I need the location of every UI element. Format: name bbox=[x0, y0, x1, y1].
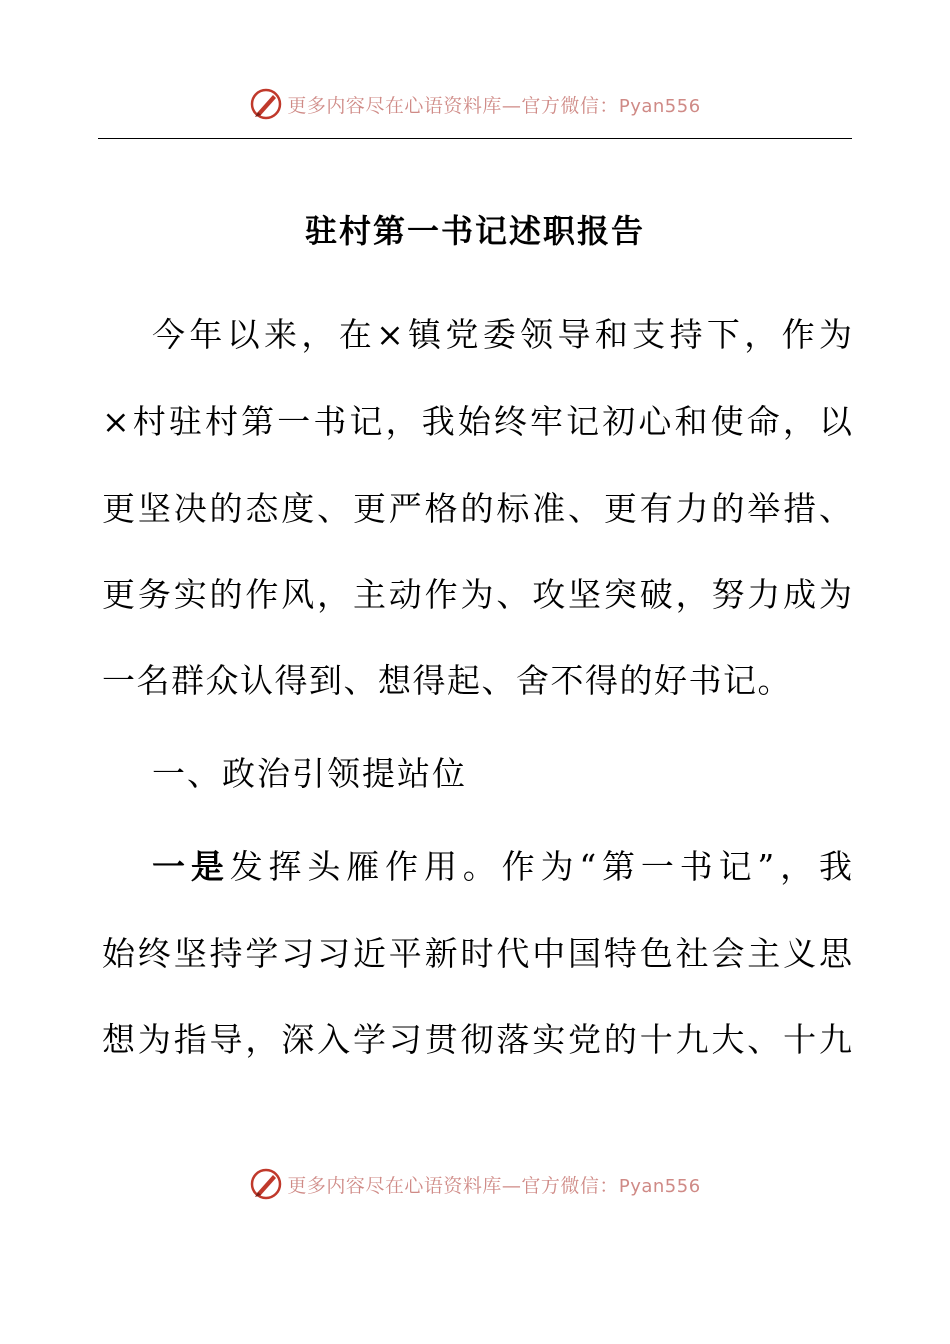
document-title: 驻村第一书记述职报告 bbox=[304, 212, 645, 250]
banner-slogan: 更多内容尽在心语资料库 bbox=[287, 94, 502, 117]
banner-slogan: 更多内容尽在心语资料库 bbox=[287, 1174, 502, 1197]
paragraph-line: 今年以来，在×镇党委领导和支持下，作为 bbox=[152, 315, 852, 354]
paragraph-line: 始终坚持学习习近平新时代中国特色社会主义思 bbox=[102, 934, 852, 973]
banner-wechat-label: 官方微信： bbox=[521, 94, 619, 117]
banner-wechat-id: Pyan556 bbox=[618, 1175, 701, 1197]
banner-dash: — bbox=[501, 94, 522, 117]
banner-text bbox=[287, 91, 700, 118]
paragraph-line: 更务实的作风，主动作为、攻坚突破，努力成为 bbox=[102, 575, 852, 614]
paragraph-text: 发挥头雁作用。作为“第一书记”，我 bbox=[229, 847, 852, 886]
paragraph-line: 一名群众认得到、想得起、舍不得的好书记。 bbox=[102, 661, 792, 700]
footer-banner bbox=[0, 1164, 950, 1204]
paragraph-line bbox=[102, 843, 852, 891]
banner-wechat-label: 官方微信： bbox=[521, 1174, 619, 1197]
banner-text bbox=[287, 1171, 700, 1198]
paragraph-line: ×村驻村第一书记，我始终牢记初心和使命，以 bbox=[102, 402, 852, 441]
paragraph-line: 更坚决的态度、更严格的标准、更有力的举措、 bbox=[102, 489, 852, 528]
pen-logo-icon bbox=[249, 1167, 283, 1201]
header-rule bbox=[98, 138, 852, 139]
section-heading: 一、政治引领提站位 bbox=[152, 754, 467, 793]
pen-logo-icon bbox=[249, 87, 283, 121]
header-banner bbox=[0, 84, 950, 124]
banner-wechat-id: Pyan556 bbox=[618, 95, 701, 117]
banner-dash: — bbox=[501, 1174, 522, 1197]
paragraph-lead: 一是 bbox=[152, 847, 230, 886]
paragraph-line: 想为指导，深入学习贯彻落实党的十九大、十九 bbox=[102, 1020, 852, 1059]
